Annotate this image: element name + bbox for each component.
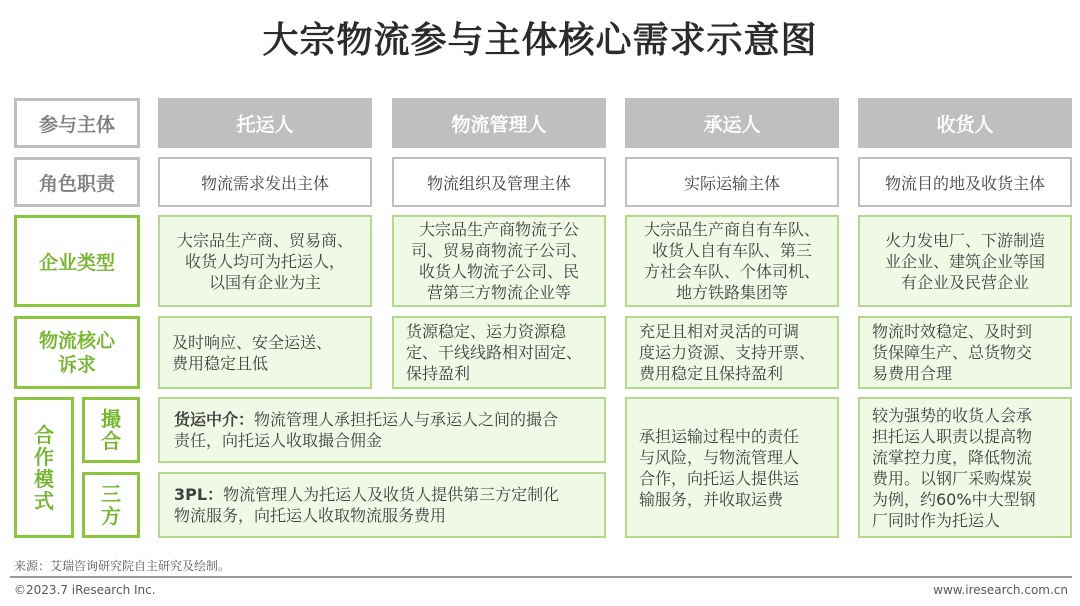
column-header-shipper: 托运人	[158, 98, 372, 148]
enterprise-consignee: 火力发电厂、下游制造 业企业、建筑企业等国 有企业及民营企业	[858, 215, 1072, 307]
demand-shipper: 及时响应、安全运送、 费用稳定且低	[158, 316, 372, 389]
column-header-logistics-manager: 物流管理人	[392, 98, 606, 148]
website-link[interactable]: www.iresearch.com.cn	[933, 583, 1068, 597]
role-carrier: 实际运输主体	[625, 157, 839, 207]
demand-consignee: 物流时效稳定、及时到 货保障生产、总货物交 易费用合理	[858, 316, 1072, 389]
row-header-enterprise-type: 企业类型	[14, 215, 140, 307]
demand-carrier: 充足且相对灵活的可调 度运力资源、支持开票、 费用稳定且保持盈利	[625, 316, 839, 389]
role-shipper: 物流需求发出主体	[158, 157, 372, 207]
row-header-cooperation-mode: 合 作 模 式	[14, 397, 74, 538]
column-header-carrier: 承运人	[625, 98, 839, 148]
column-header-consignee: 收货人	[858, 98, 1072, 148]
row-header-core-demand: 物流核心 诉求	[14, 316, 140, 389]
source-note: 来源：艾瑞咨询研究院自主研究及绘制。	[14, 559, 231, 573]
sub-header-matchmaking: 撮 合	[82, 397, 140, 463]
mode-carrier: 承担运输过程中的责任 与风险，与物流管理人 合作，向托运人提供运 输服务，并收取运费	[625, 397, 839, 538]
footer-divider	[10, 576, 1072, 578]
enterprise-carrier: 大宗品生产商自有车队、 收货人自有车队、第三 方社会车队、个体司机、 地方铁路集团等	[625, 215, 839, 307]
copyright: ©2023.7 iResearch Inc.	[14, 583, 156, 597]
mode-consignee: 较为强势的收货人会承 担托运人职责以提高物 流掌控力度，降低物流 费用。以钢厂采购煤炭 为例，约60%中大型钢 厂同时作为托运人	[858, 397, 1072, 538]
role-consignee: 物流目的地及收货主体	[858, 157, 1072, 207]
role-logistics-manager: 物流组织及管理主体	[392, 157, 606, 207]
third-party-mode-description: 3PL：物流管理人为托运人及收货人提供第三方定制化 物流服务，向托运人收取物流服务费用	[158, 472, 606, 538]
matchmaking-mode-description: 货运中介：物流管理人承担托运人与承运人之间的撮合 责任，向托运人收取撮合佣金	[158, 397, 606, 463]
enterprise-shipper: 大宗品生产商、贸易商、 收货人均可为托运人， 以国有企业为主	[158, 215, 372, 307]
page-title: 大宗物流参与主体核心需求示意图	[262, 20, 818, 61]
enterprise-logistics-manager: 大宗品生产商物流子公 司、贸易商物流子公司、 收货人物流子公司、民 营第三方物流企业等	[392, 215, 606, 307]
sub-header-third-party: 三 方	[82, 472, 140, 538]
demand-logistics-manager: 货源稳定、运力资源稳 定、干线线路相对固定、 保持盈利	[392, 316, 606, 389]
row-header-participants: 参与主体	[14, 98, 140, 148]
row-header-role: 角色职责	[14, 157, 140, 207]
